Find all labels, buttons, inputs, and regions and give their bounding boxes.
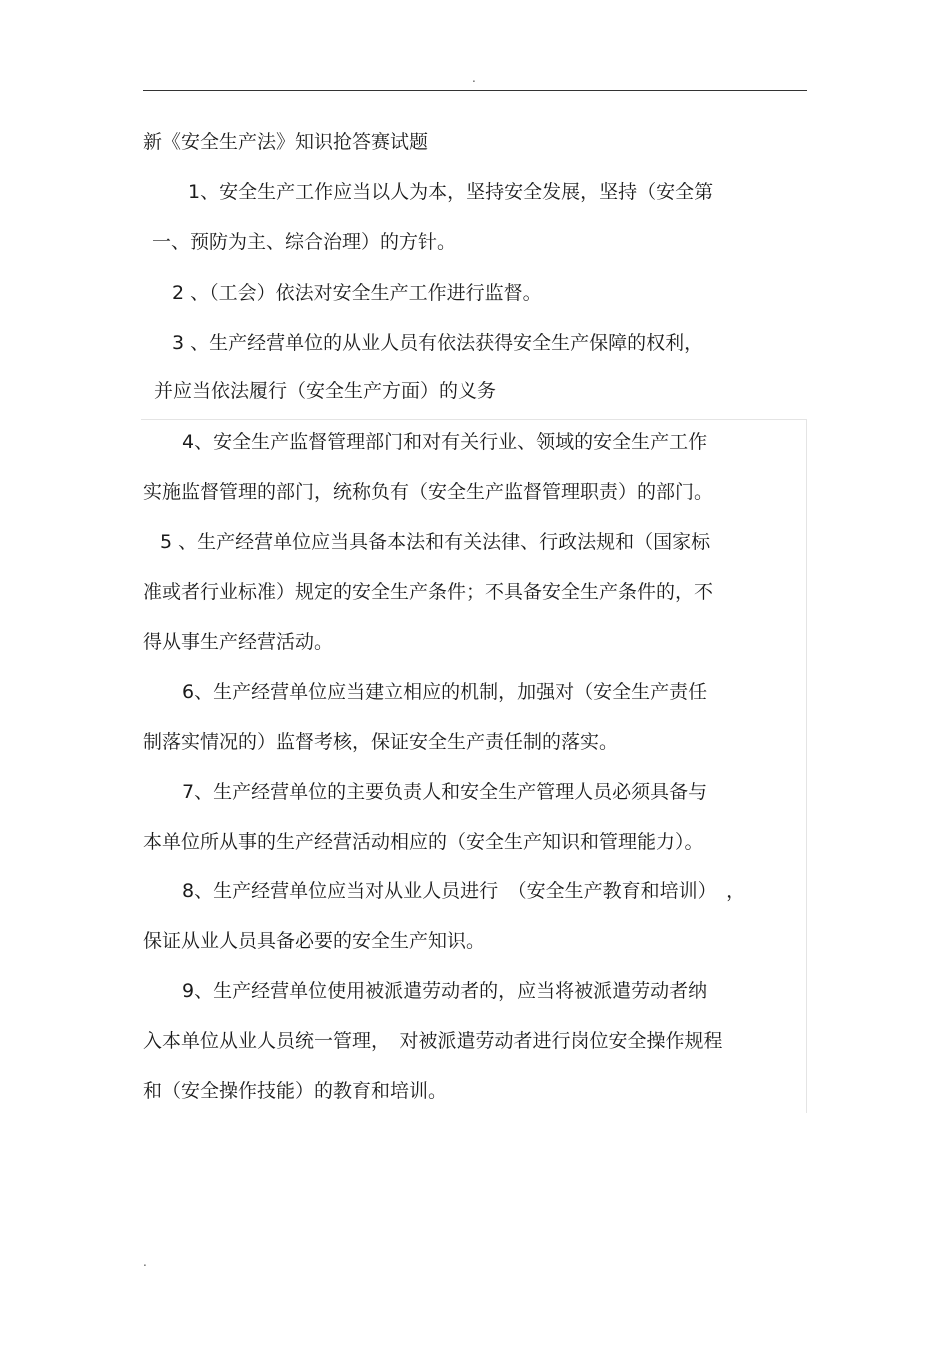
question-3-line-2: 并应当依法履行（安全生产方面）的义务: [154, 380, 497, 402]
document-title: 新《安全生产法》知识抢答赛试题: [143, 131, 429, 153]
footer-mark: .: [143, 1255, 147, 1269]
question-9-line-2: 入本单位从业人员统一管理， 对被派遣劳动者进行岗位安全操作规程: [143, 1030, 723, 1052]
question-9-line-3: 和（安全操作技能）的教育和培训。: [143, 1080, 448, 1102]
question-6-line-1: 6、生产经营单位应当建立相应的机制，加强对（安全生产责任: [182, 681, 708, 703]
header-mark: .: [472, 71, 476, 85]
question-5-line-1: 5 、生产经营单位应当具备本法和有关法律、行政法规和（国家标: [160, 531, 711, 553]
question-9-line-1: 9、生产经营单位使用被派遣劳动者的，应当将被派遣劳动者纳: [182, 980, 708, 1002]
question-2-line-1: 2 、（工会）依法对安全生产工作进行监督。: [172, 282, 542, 304]
question-8-line-2: 保证从业人员具备必要的安全生产知识。: [143, 930, 486, 952]
question-4-line-2: 实施监督管理的部门，统称负有（安全生产监督管理职责）的部门。: [143, 481, 714, 503]
question-8-line-1: 8、生产经营单位应当对从业人员进行 （安全生产教育和培训） ，: [182, 880, 746, 902]
question-5-line-2: 准或者行业标准）规定的安全生产条件；不具备安全生产条件的，不: [143, 581, 714, 603]
question-1-line-2: 一、预防为主、综合治理）的方针。: [152, 231, 457, 253]
question-1-line-1: 1、安全生产工作应当以人为本，坚持安全发展，坚持（安全第: [188, 181, 714, 203]
question-7-line-1: 7、生产经营单位的主要负责人和安全生产管理人员必须具备与: [182, 781, 708, 803]
question-6-line-2: 制落实情况的）监督考核，保证安全生产责任制的落实。: [143, 731, 619, 753]
content-frame: [141, 419, 807, 1113]
question-4-line-1: 4、安全生产监督管理部门和对有关行业、领域的安全生产工作: [182, 431, 708, 453]
question-5-line-3: 得从事生产经营活动。: [143, 631, 334, 653]
question-3-line-1: 3 、生产经营单位的从业人员有依法获得安全生产保障的权利，: [172, 332, 704, 354]
question-7-line-2: 本单位所从事的生产经营活动相应的（安全生产知识和管理能力）。: [143, 831, 704, 853]
header-rule: [143, 90, 807, 91]
